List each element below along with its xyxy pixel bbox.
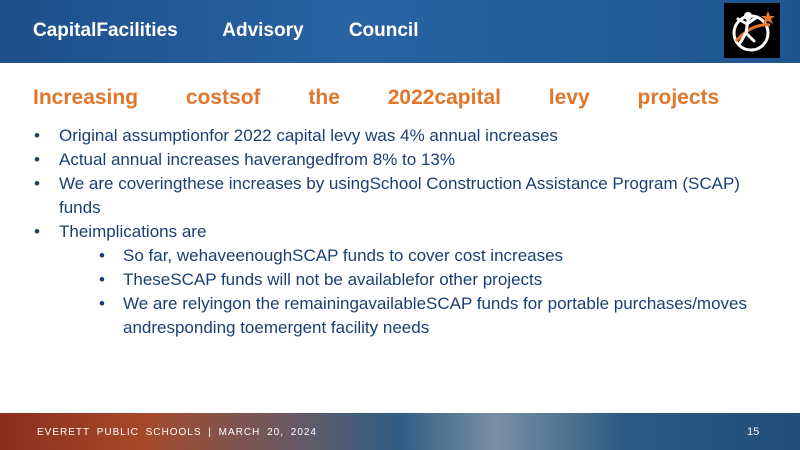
bullet-item: • Original assumptionfor 2022 capital levy was 4% annual increases bbox=[33, 124, 753, 148]
bullet-item: • Actual annual increases haverangedfrom 8% to 13% bbox=[33, 148, 753, 172]
header-title: CapitalFacilities Advisory Council bbox=[33, 20, 419, 41]
slide-title: Increasing costsof the 2022capital levy projects bbox=[33, 86, 720, 109]
bullet-list bbox=[33, 124, 753, 340]
sub-bullet-list bbox=[59, 244, 753, 340]
header-bar bbox=[0, 0, 800, 63]
sub-bullet-item: • So far, wehaveenoughSCAP funds to cover cost increases bbox=[85, 244, 753, 268]
sub-bullet-item: • TheseSCAP funds will not be availablefor other projects bbox=[85, 268, 753, 292]
footer-text: EVERETT PUBLIC SCHOOLS | MARCH 20, 2024 bbox=[37, 427, 318, 438]
logo-graphic bbox=[724, 3, 780, 58]
sub-bullet-item: • We are relyingon the remainingavailableSCAP funds for portable purchases/moves andresponding toemergent facility needs bbox=[85, 292, 753, 340]
footer-bar bbox=[0, 413, 800, 450]
bullet-item: • We are coveringthese increases by usingSchool Construction Assistance Program (SCAP) funds bbox=[33, 172, 753, 220]
page-number: 15 bbox=[747, 426, 760, 438]
bullet-item-text: Theimplications are bbox=[59, 222, 207, 241]
district-logo-icon bbox=[724, 3, 780, 58]
bullet-item bbox=[33, 220, 753, 340]
